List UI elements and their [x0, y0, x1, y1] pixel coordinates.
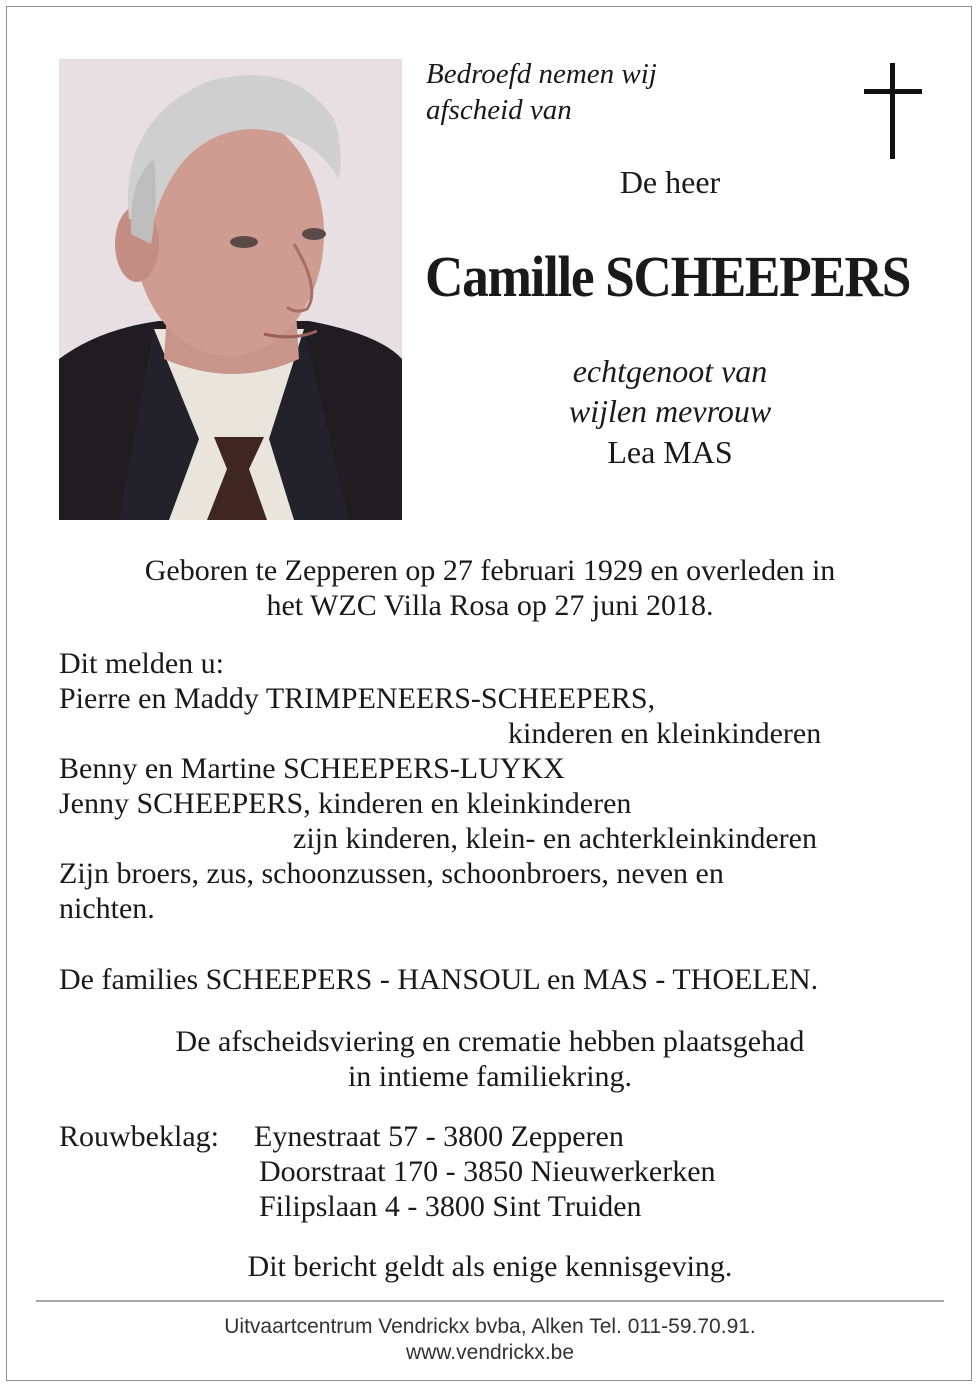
spouse-name: Lea MAS	[607, 434, 733, 470]
families-line: De families SCHEEPERS - HANSOUL en MAS - THOELEN.	[59, 963, 819, 996]
ceremony-line-1: De afscheidsviering en crematie hebben plaatsgehad	[175, 1025, 805, 1058]
deceased-name: Camille SCHEEPERS	[425, 244, 910, 309]
relation-line-1: echtgenoot van	[572, 353, 768, 389]
ceremony-text	[40, 1024, 940, 1094]
birth-death-line-1: Geboren te Zepperen op 27 februari 1929 en overleden in	[144, 554, 836, 587]
family-line: nichten.	[59, 892, 155, 925]
cross-icon	[864, 63, 922, 159]
footer-website: www.vendrickx.be	[405, 1341, 575, 1364]
condolence-label: Rouwbeklag:	[59, 1120, 219, 1153]
family-line: kinderen en kleinkinderen	[508, 717, 822, 750]
family-line: Benny en Martine SCHEEPERS-LUYKX	[59, 752, 565, 785]
footer-divider	[36, 1300, 944, 1302]
birth-death-line-2: het WZC Villa Rosa op 27 juni 2018.	[266, 589, 714, 622]
portrait-image	[59, 59, 402, 520]
family-line: zijn kinderen, klein- en achterkleinkinderen	[293, 822, 817, 855]
condolence-address: Doorstraat 170 - 3850 Nieuwerkerken	[259, 1155, 716, 1188]
relation-line-2: wijlen mevrouw	[568, 393, 772, 429]
intro-line-2: afscheid van	[426, 94, 572, 126]
portrait-photo	[59, 59, 402, 520]
family-line: Jenny SCHEEPERS, kinderen en kleinkinderen	[59, 787, 632, 820]
intro-line-1: Bedroefd nemen wij	[426, 58, 657, 90]
condolence-address: Filipslaan 4 - 3800 Sint Truiden	[259, 1190, 642, 1223]
birth-death-text	[40, 553, 940, 623]
family-line: Zijn broers, zus, schoonzussen, schoonbroers, neven en	[59, 857, 724, 890]
condolence-address: Eynestraat 57 - 3800 Zepperen	[254, 1120, 624, 1153]
family-line: Pierre en Maddy TRIMPENEERS-SCHEEPERS,	[59, 682, 656, 715]
salutation: De heer	[619, 164, 721, 200]
ceremony-line-2: in intieme familiekring.	[347, 1060, 633, 1093]
footer-company: Uitvaartcentrum Vendrickx bvba, Alken Tel. 011-59.70.91.	[224, 1315, 756, 1338]
family-intro: Dit melden u:	[59, 647, 224, 680]
notice-text: Dit bericht geldt als enige kennisgeving.	[247, 1250, 733, 1283]
